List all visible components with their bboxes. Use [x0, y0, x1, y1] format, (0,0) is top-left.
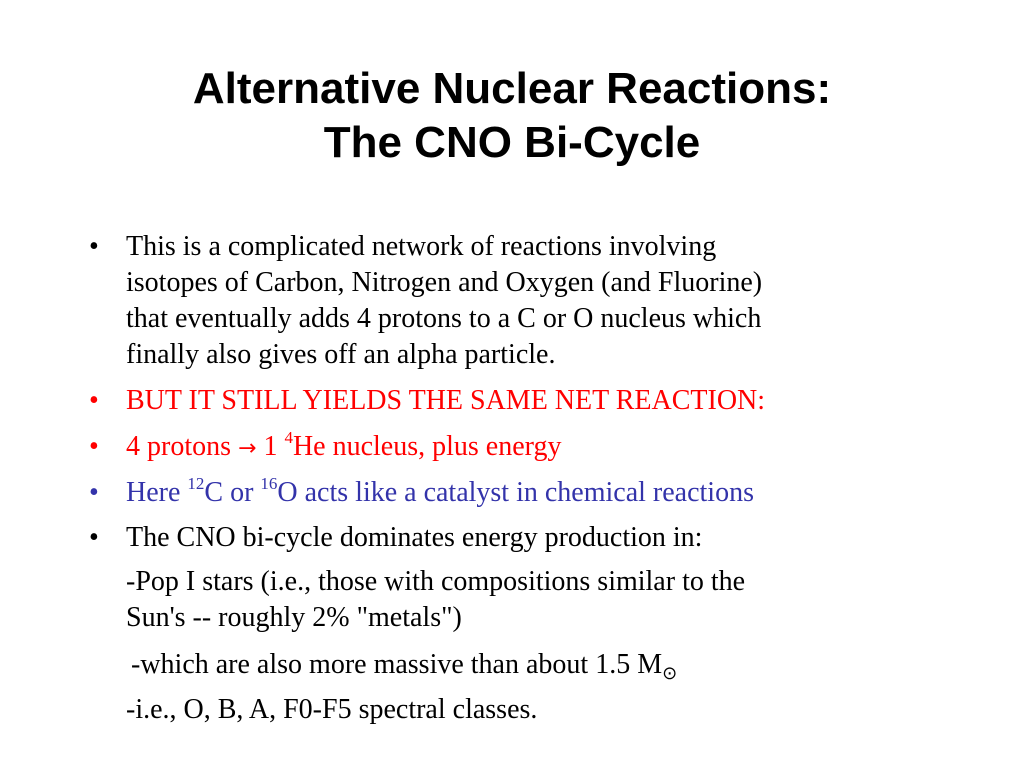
bullet-3-text: 4 protons → 1 $^4$He nucleus, plus energy [126, 427, 562, 462]
title-line-1: Alternative Nuclear Reactions: [192, 64, 832, 113]
bullet-marker: • [89, 231, 99, 262]
sub-item-1-line-2: Sun's -- roughly 2% "metals") [126, 602, 462, 633]
bullet-1-line-3: that eventually adds 4 protons to a C or O nucleus which [126, 303, 762, 334]
bullet-marker: • [89, 477, 99, 508]
bullet-1-line-1: This is a complicated network of reactions involving [126, 231, 717, 262]
bullet-5-text: The CNO bi-cycle dominates energy production in: [126, 522, 703, 553]
bullet-1-line-2: isotopes of Carbon, Nitrogen and Oxygen (and Fluorine) [126, 267, 763, 298]
sub-item-3: -i.e., O, B, A, F0-F5 spectral classes. [126, 694, 538, 725]
arrow-icon: → [238, 436, 257, 461]
bullet-1-line-4: finally also gives off an alpha particle. [126, 339, 556, 370]
sun-symbol-icon: ⊙ [662, 663, 678, 684]
bullet-4-text: Here $^{12}$C or $^{16}$O acts like a catalyst in chemical reactions [126, 473, 754, 508]
title-line-2: The CNO Bi-Cycle [323, 118, 701, 167]
bullet-marker: • [89, 522, 99, 553]
bullet-2-text: BUT IT STILL YIELDS THE SAME NET REACTION: [126, 385, 766, 416]
sub-item-2: -which are also more massive than about 1.5 $M_⊙$ [131, 649, 678, 684]
bullet-marker: • [89, 385, 99, 416]
sub-item-1-line-1: -Pop I stars (i.e., those with compositions similar to the [126, 566, 746, 597]
bullet-marker: • [89, 431, 99, 462]
